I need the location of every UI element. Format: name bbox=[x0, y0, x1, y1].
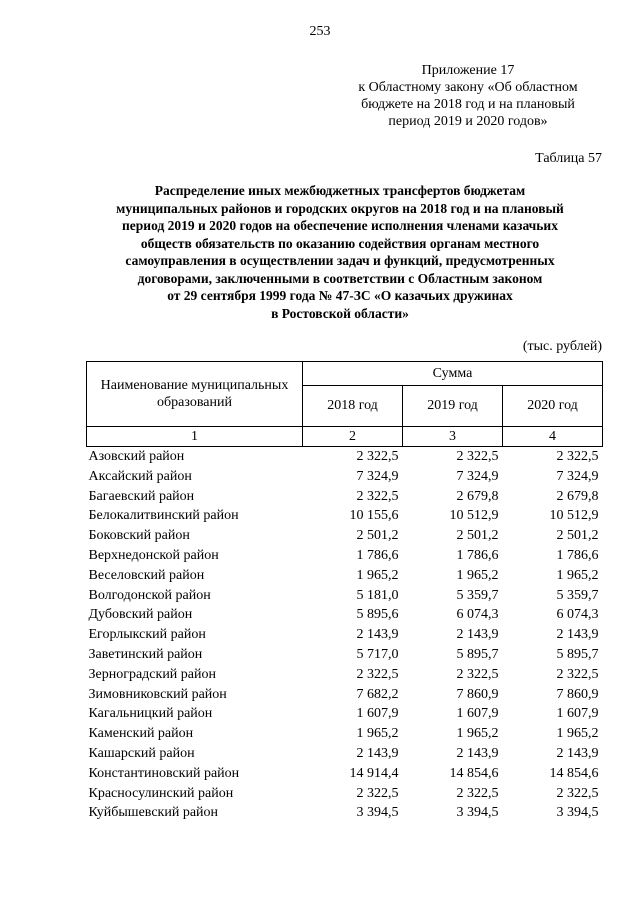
header-name-line: образований bbox=[157, 395, 232, 410]
column-number: 2 bbox=[303, 427, 403, 447]
municipality-name: Кашарский район bbox=[88, 745, 195, 761]
value-2019: 5 359,7 bbox=[456, 587, 499, 603]
column-number: 4 bbox=[503, 427, 603, 447]
municipality-name: Зерноградский район bbox=[88, 666, 216, 682]
value-2020: 2 322,5 bbox=[556, 449, 599, 464]
municipality-name: Красносулинский район bbox=[88, 785, 234, 801]
value-2018: 1 965,2 bbox=[356, 726, 399, 742]
value-2020: 2 322,5 bbox=[556, 666, 599, 682]
value-2019: 10 512,9 bbox=[449, 508, 499, 524]
value-2020: 5 895,7 bbox=[556, 646, 599, 662]
value-2018: 2 501,2 bbox=[356, 528, 399, 544]
table-row bbox=[87, 744, 603, 764]
page-number: 253 bbox=[309, 24, 331, 39]
value-2019: 1 786,6 bbox=[456, 547, 499, 563]
transfers-table bbox=[86, 361, 603, 823]
municipality-name: Аксайский район bbox=[88, 468, 192, 484]
value-2020: 2 501,2 bbox=[556, 528, 599, 544]
value-2018: 2 143,9 bbox=[356, 745, 399, 761]
value-2019: 2 143,9 bbox=[456, 627, 499, 643]
table-row bbox=[87, 467, 603, 487]
document-title bbox=[70, 182, 610, 322]
header-year-2020: 2020 год bbox=[503, 386, 603, 427]
municipality-name: Азовский район bbox=[88, 449, 185, 464]
table-row bbox=[87, 685, 603, 705]
municipality-name: Багаевский район bbox=[88, 488, 195, 504]
value-2018: 2 322,5 bbox=[356, 785, 399, 801]
appendix-line: период 2019 и 2020 годов» bbox=[388, 114, 548, 129]
header-year-2019: 2019 год bbox=[403, 386, 503, 427]
value-2019: 2 322,5 bbox=[456, 785, 499, 801]
title-line: муниципальных районов и городских округов на 2018 год и на плановый bbox=[116, 200, 564, 216]
municipality-name: Зимовниковский район bbox=[88, 686, 227, 702]
value-2020: 10 512,9 bbox=[549, 508, 599, 524]
column-number: 3 bbox=[403, 427, 503, 447]
municipality-name: Заветинский район bbox=[88, 646, 203, 662]
value-2020: 1 607,9 bbox=[556, 706, 599, 722]
value-2018: 1 965,2 bbox=[356, 567, 399, 583]
table-row bbox=[87, 803, 603, 823]
value-2018: 2 322,5 bbox=[356, 449, 399, 464]
table-row bbox=[87, 625, 603, 645]
value-2018: 7 682,2 bbox=[356, 686, 399, 702]
table-row bbox=[87, 506, 603, 526]
table-row bbox=[87, 784, 603, 804]
value-2020: 2 143,9 bbox=[556, 627, 599, 643]
value-2020: 1 965,2 bbox=[556, 567, 599, 583]
value-2018: 7 324,9 bbox=[356, 468, 399, 484]
transfers-table-container bbox=[86, 361, 602, 823]
table-row bbox=[87, 645, 603, 665]
table-row bbox=[87, 704, 603, 724]
value-2019: 2 501,2 bbox=[456, 528, 499, 544]
value-2019: 14 854,6 bbox=[449, 765, 499, 781]
table-row bbox=[87, 764, 603, 784]
table-row bbox=[87, 724, 603, 744]
table-row bbox=[87, 586, 603, 606]
title-line: от 29 сентября 1999 года № 47-ЗС «О казачьих дружинах bbox=[167, 288, 513, 303]
title-line: обществ обязательств по оказанию содействия органам местного bbox=[140, 235, 540, 251]
value-2018: 5 181,0 bbox=[356, 587, 399, 603]
appendix-line: к Областному закону «Об областном bbox=[358, 80, 578, 95]
value-2019: 7 860,9 bbox=[456, 686, 499, 702]
municipality-name: Боковский район bbox=[88, 528, 190, 544]
municipality-name: Волгодонской район bbox=[88, 587, 211, 603]
municipality-name: Каменский район bbox=[88, 726, 194, 742]
value-2018: 5 717,0 bbox=[356, 646, 399, 662]
value-2019: 1 607,9 bbox=[456, 706, 499, 722]
value-2020: 5 359,7 bbox=[556, 587, 599, 603]
value-2020: 3 394,5 bbox=[556, 805, 599, 821]
column-number: 1 bbox=[87, 427, 303, 447]
value-2020: 2 143,9 bbox=[556, 745, 599, 761]
municipality-name: Белокалитвинский район bbox=[88, 508, 239, 524]
units-label: (тыс. рублей) bbox=[522, 339, 602, 354]
value-2020: 7 860,9 bbox=[556, 686, 599, 702]
header-year-2018: 2018 год bbox=[303, 386, 403, 427]
value-2018: 5 895,6 bbox=[356, 607, 399, 623]
title-line: в Ростовской области» bbox=[271, 305, 409, 321]
table-row bbox=[87, 605, 603, 625]
value-2018: 1 607,9 bbox=[356, 706, 399, 722]
header-name-line: Наименование муниципальных bbox=[100, 378, 289, 393]
value-2019: 2 322,5 bbox=[456, 449, 499, 464]
value-2018: 2 322,5 bbox=[356, 666, 399, 682]
value-2019: 2 679,8 bbox=[456, 488, 499, 504]
appendix-line: Приложение 17 bbox=[421, 63, 515, 78]
appendix-reference bbox=[318, 62, 618, 130]
table-row bbox=[87, 566, 603, 586]
municipality-name: Верхнедонской район bbox=[88, 547, 219, 563]
value-2018: 14 914,4 bbox=[349, 765, 399, 781]
value-2019: 3 394,5 bbox=[456, 805, 499, 821]
table-row bbox=[87, 447, 603, 467]
title-line: период 2019 и 2020 годов на обеспечение исполнения членами казачьих bbox=[122, 218, 558, 233]
value-2020: 2 679,8 bbox=[556, 488, 599, 504]
municipality-name: Константиновский район bbox=[88, 765, 240, 781]
appendix-line: бюджете на 2018 год и на плановый bbox=[361, 97, 575, 112]
value-2019: 7 324,9 bbox=[456, 468, 499, 484]
value-2019: 2 322,5 bbox=[456, 666, 499, 682]
value-2018: 2 322,5 bbox=[356, 488, 399, 504]
table-body bbox=[87, 447, 603, 824]
value-2020: 6 074,3 bbox=[556, 607, 599, 623]
table-row bbox=[87, 546, 603, 566]
title-line: договорами, заключенными в соответствии с Областным законом bbox=[137, 270, 543, 286]
value-2019: 6 074,3 bbox=[456, 607, 499, 623]
municipality-name: Куйбышевский район bbox=[88, 805, 219, 821]
title-line: самоуправления в осуществлении задач и функций, предусмотренных bbox=[125, 253, 555, 268]
municipality-name: Веселовский район bbox=[88, 567, 205, 583]
title-line: Распределение иных межбюджетных трансфертов бюджетам bbox=[154, 183, 526, 198]
value-2019: 5 895,7 bbox=[456, 646, 499, 662]
municipality-name: Дубовский район bbox=[88, 607, 193, 623]
value-2020: 2 322,5 bbox=[556, 785, 599, 801]
header-municipality bbox=[87, 362, 303, 427]
header-sum: Сумма bbox=[303, 362, 603, 386]
table-row bbox=[87, 665, 603, 685]
value-2019: 1 965,2 bbox=[456, 726, 499, 742]
value-2018: 10 155,6 bbox=[349, 508, 399, 524]
value-2020: 1 965,2 bbox=[556, 726, 599, 742]
value-2019: 2 143,9 bbox=[456, 745, 499, 761]
value-2018: 2 143,9 bbox=[356, 627, 399, 643]
table-row bbox=[87, 487, 603, 507]
value-2020: 14 854,6 bbox=[549, 765, 599, 781]
municipality-name: Кагальницкий район bbox=[88, 706, 213, 722]
table-number: Таблица 57 bbox=[535, 151, 602, 166]
table-row bbox=[87, 526, 603, 546]
municipality-name: Егорлыкский район bbox=[88, 627, 206, 643]
value-2018: 3 394,5 bbox=[356, 805, 399, 821]
value-2020: 7 324,9 bbox=[556, 468, 599, 484]
value-2019: 1 965,2 bbox=[456, 567, 499, 583]
value-2020: 1 786,6 bbox=[556, 547, 599, 563]
value-2018: 1 786,6 bbox=[356, 547, 399, 563]
